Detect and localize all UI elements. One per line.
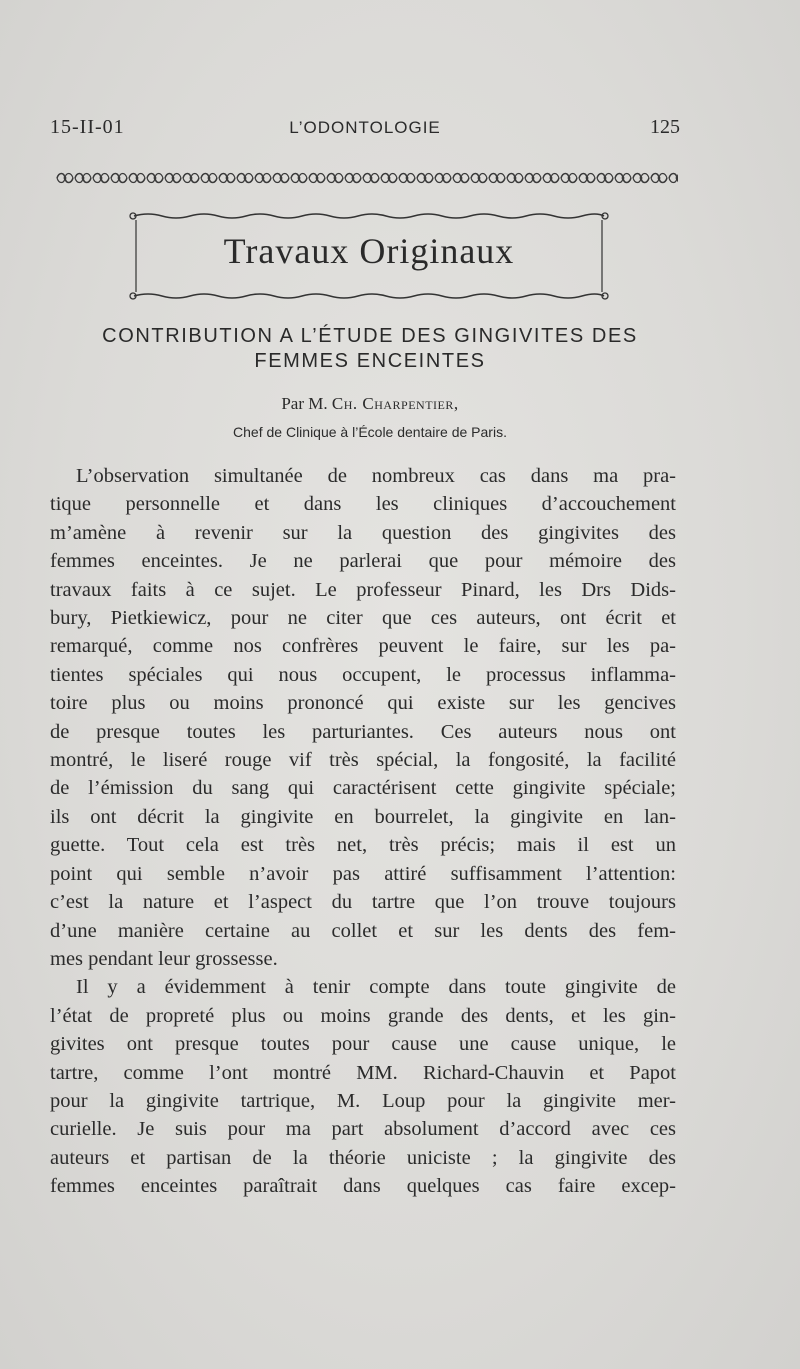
section-title: Travaux Originaux [223,231,515,271]
text-line: d’une manière certaine au collet et sur les dents des fem- [50,919,676,942]
article-title-line: CONTRIBUTION A L’ÉTUDE DES GINGIVITES DES [102,325,638,347]
text-line: montré, le liseré rouge vif très spécial, la fongosité, la facilité [50,749,676,772]
text-line: travaux faits à ce sujet. Le professeur Pinard, les Drs Dids- [50,578,676,601]
page-number: 125 [650,116,680,138]
text-line: l’état de propreté plus ou moins grande des dents, et les gin- [50,1004,676,1027]
text-line: tique personnelle et dans les cliniques d’accouchement [50,493,676,516]
byline-prefix: Par M. [281,394,332,413]
running-head [50,116,680,146]
text-line: de l’émission du sang qui caractérisent cette gingivite spéciale; [50,777,676,800]
journal-title: L’ODONTOLOGIE [289,118,441,137]
text-line: pour la gingivite tartrique, M. Loup pour la gingivite mer- [50,1089,676,1112]
text-line: givites ont presque toutes pour cause une cause unique, le [50,1033,676,1056]
issue-date: 15-II-01 [50,116,125,138]
text-line: guette. Tout cela est très net, très précis; mais il est un [50,834,676,857]
text-line: tartre, comme l’ont montré MM. Richard-Chauvin et Papot [50,1061,676,1084]
paragraph [50,973,676,1200]
article-body [50,462,676,1201]
article-title-line: FEMMES ENCEINTES [254,350,486,372]
text-line: tientes spéciales qui nous occupent, le processus inflamma- [50,663,676,686]
text-line: toire plus ou moins prononcé qui existe sur les gencives [50,692,676,715]
text-line: point qui semble n’avoir pas attiré suffisamment l’attention: [50,862,676,885]
text-line: de presque toutes les parturiantes. Ces auteurs nous ont [50,720,676,743]
article-title [50,324,690,374]
byline [50,394,690,414]
text-line: remarqué, comme nos confrères peuvent le faire, sur les pa- [50,635,676,658]
text-line: Il y a évidemment à tenir compte dans toute gingivite de [76,976,676,999]
section-title-frame [128,210,610,302]
text-line: femmes enceintes paraîtrait dans quelques cas faire excep- [50,1175,676,1198]
paragraph [50,462,676,973]
text-line: bury, Pietkiewicz, pour ne citer que ces auteurs, ont écrit et [50,607,676,630]
text-line: ils ont décrit la gingivite en bourrelet, la gingivite en lan- [50,805,676,828]
text-line: m’amène à revenir sur la question des gingivites des [50,521,676,544]
text-line: curielle. Je suis pour ma part absolument d’accord avec ces [50,1118,676,1141]
text-line: mes pendant leur grossesse. [50,947,278,970]
text-line: L’observation simultanée de nombreux cas dans ma pra- [76,465,676,487]
text-line: auteurs et partisan de la théorie uniciste ; la gingivite des [50,1146,676,1169]
decorative-ornament-band [56,170,678,186]
author-name: Ch. Charpentier, [331,394,459,413]
text-line: c’est la nature et l’aspect du tartre que l’on trouve toujours [50,891,676,914]
author-affiliation: Chef de Clinique à l’École dentaire de Paris. [233,424,507,440]
text-line: femmes enceintes. Je ne parlerai que pour mémoire des [50,550,676,573]
